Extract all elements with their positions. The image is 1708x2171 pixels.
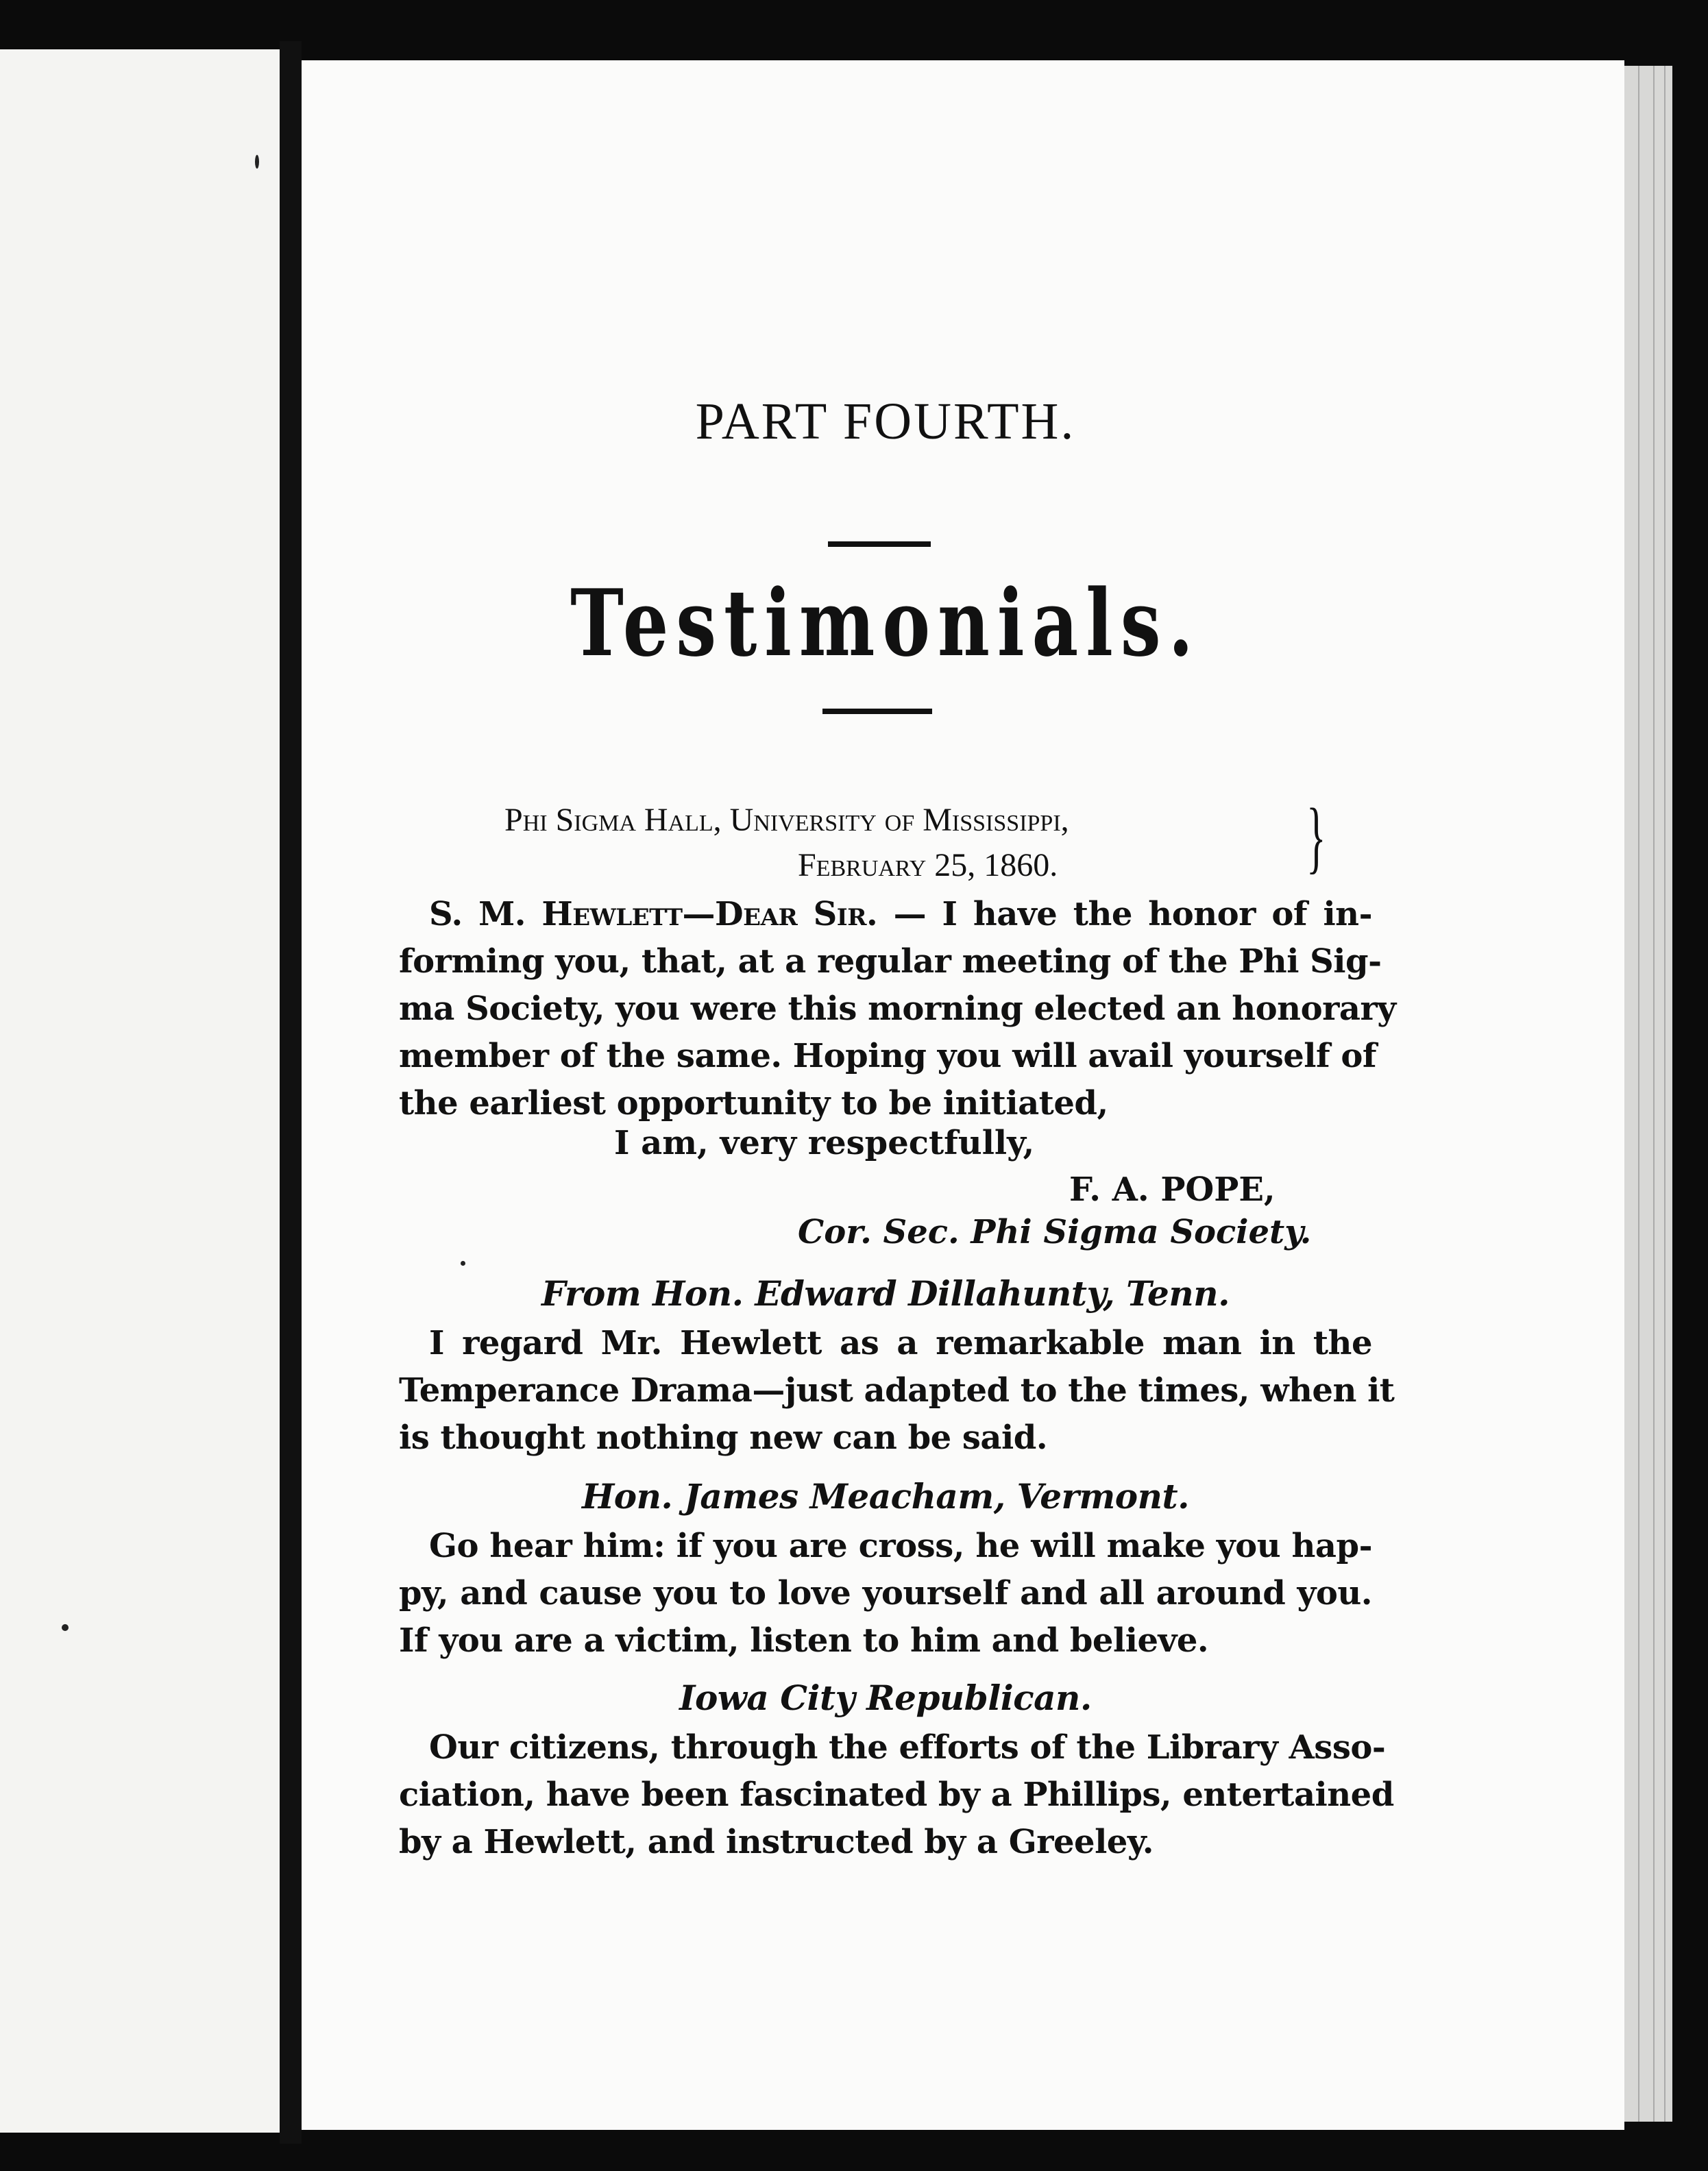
rule-upper [828, 541, 931, 547]
testimonial-line: ciation, have been fascinated by a Phillips, entertained [399, 1776, 1394, 1814]
letter-line: the earliest opportunity to be initiated, [399, 1084, 1108, 1123]
letter-signer: F. A. POPE, [1069, 1170, 1276, 1209]
letter-body [399, 891, 1396, 1127]
testimonial-source: Iowa City Republican. [679, 1678, 1092, 1718]
testimonial-line: Our citizens, through the efforts of the Library Asso- [429, 1728, 1386, 1767]
letter-line: ma Society, you were this morning elected an honorary [399, 990, 1396, 1028]
scan-speck [255, 155, 259, 169]
book-gutter [280, 41, 302, 2144]
testimonial-line: py, and cause you to love yourself and all around you. [399, 1574, 1372, 1612]
scan-speck [461, 1261, 465, 1266]
testimonial-body [399, 1523, 1372, 1665]
dateline-date: February 25, 1860. [798, 847, 1058, 883]
letter-signer-title: Cor. Sec. Phi Sigma Society. [798, 1213, 1312, 1251]
dateline-brace: } [1306, 792, 1326, 881]
testimonial-body [399, 1320, 1395, 1462]
testimonial-line: If you are a victim, listen to him and believe. [399, 1621, 1209, 1660]
scan-speck [62, 1624, 69, 1631]
letter-dateline [504, 792, 1368, 888]
letter-closing: I am, very respectfully, [614, 1124, 1035, 1162]
testimonial-source: From Hon. Edward Dillahunty, Tenn. [541, 1273, 1230, 1314]
letter-line: forming you, that, at a regular meeting of the Phi Sig- [399, 942, 1382, 981]
testimonial-body [399, 1724, 1394, 1866]
testimonial-line: by a Hewlett, and instructed by a Greeley. [399, 1823, 1154, 1861]
dateline-place: Phi Sigma Hall, University of Mississippi, [504, 802, 1069, 838]
section-title: Testimonials. [570, 569, 1201, 677]
letter-line: member of the same. Hoping you will avail yourself of [399, 1037, 1377, 1075]
testimonial-line: is thought nothing new can be said. [399, 1419, 1048, 1457]
facing-page-edge [0, 49, 280, 2133]
rule-lower [822, 709, 932, 714]
letter-addressee: S. M. Hewlett—Dear Sir. [429, 895, 878, 933]
testimonial-line: Temperance Drama—just adapted to the times, when it [399, 1371, 1395, 1410]
page-edges [1624, 66, 1672, 2122]
letter-line: — I have the honor of in- [877, 895, 1372, 933]
testimonial-line: Go hear him: if you are cross, he will make you hap- [429, 1527, 1372, 1565]
testimonial-line: I regard Mr. Hewlett as a remarkable man in the [429, 1324, 1372, 1362]
part-heading: PART FOURTH. [695, 393, 1076, 450]
testimonial-source: Hon. James Meacham, Vermont. [581, 1476, 1190, 1517]
